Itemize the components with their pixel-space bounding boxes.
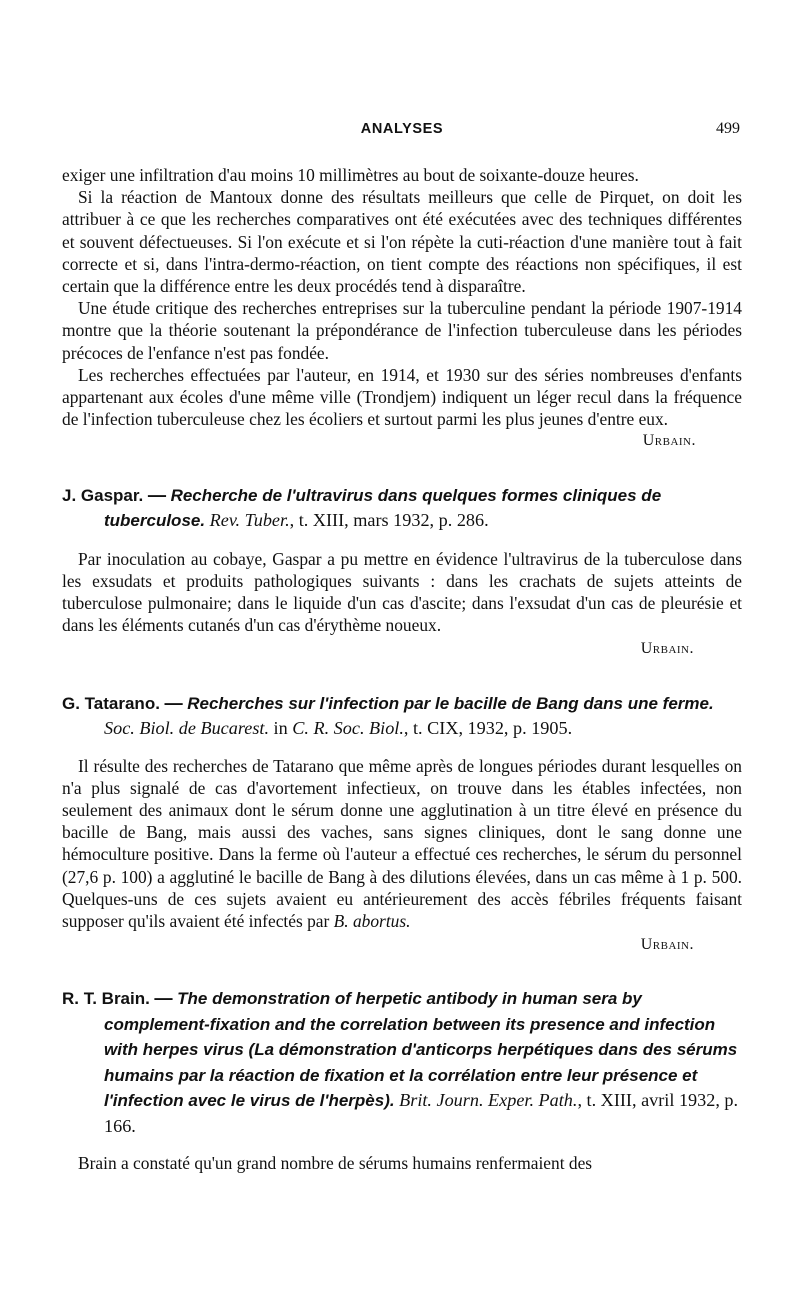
entry-body <box>62 755 742 933</box>
paragraph: Si la réaction de Mantoux donne des résultats meilleurs que celle de Pirquet, on doit les attribuer à ce que les recherches comparatives ont été exécutées avec des techniques différentes et souvent défectueuses. Si l'on exécute et si l'on répète la cuti-réaction d'une manière tout à fait correcte et si, dans l'intra-dermo-réaction, on tient compte des réactions non spécifiques, il est certain que la différence entre les deux procédés tend à disparaître. <box>62 187 742 297</box>
entry-title: The demonstration of herpetic antibody in human sera by complement-fixation and the correlation between its presence and infection with herpes virus (La démonstration d'anticorps herpétiques dans des sérums humains par la réaction de fixation et la corrélation entre leur présence et l'infection avec le virus de l'herpès). <box>104 989 738 1111</box>
paragraph <box>62 364 742 450</box>
entry-citation: , t. CIX, 1932, p. 1905. <box>403 718 573 739</box>
analysis-entry-brain <box>62 986 742 1174</box>
signature-line <box>62 932 742 956</box>
entry-title: Recherche de l'ultravirus dans quelques formes cliniques de tuberculose. <box>104 485 662 531</box>
entry-author: G. Tatarano. <box>62 693 160 713</box>
continuation-block <box>62 164 742 453</box>
entry-citation: , t. XIII, avril 1932, p. 166. <box>104 1090 739 1136</box>
entry-citation-in: in <box>269 718 293 739</box>
analysis-entry-tatarano <box>62 691 742 957</box>
signature: Urbain. <box>640 640 694 658</box>
entry-body-text: Il résulte des recherches de Tatarano que même après de longues périodes durant lesquelles on n'a plus signalé de cas d'avortement infectieux, on trouve dans les étables infectées, non seulement des animaux dont le sérum donne une agglutination à un titre élevé en présence du bacille de Bang, mais aussi des vaches, sans signes cliniques, dont le sang donne une hémoculture positive. Dans la ferme où l'auteur a effectué ces recherches, le sérum du personnel (27,6 p. 100) a agglutiné le bacille de Bang à des dilutions élevées, dans un cas même à 1 p. 500. Quelques-uns de ces sujets avaient eu antérieurement des accès fébriles fréquents faisant supposer qu'ils avaient été infectés par <box>62 755 742 932</box>
analysis-entry-gaspar <box>62 483 742 661</box>
entry-author: J. Gaspar. <box>62 485 144 505</box>
entry-author: R. T. Brain. <box>62 989 150 1009</box>
entry-dash: — <box>154 988 173 1009</box>
entry-heading <box>62 483 742 534</box>
entry-dash: — <box>164 692 183 713</box>
paragraph-text: Les recherches effectuées par l'auteur, en 1914, et 1930 sur des séries nombreuses d'enfants appartenant aux écoles d'une même ville (Trondjem) indiquent un léger recul dans la fréquence de l'infection tuberculeuse chez les écoliers et surtout parmi les plus jeunes d'entre eux. <box>62 364 742 430</box>
signature: Urbain. <box>640 936 694 954</box>
entry-heading <box>62 691 742 741</box>
entry-dash: — <box>147 484 167 505</box>
entry-body: Par inoculation au cobaye, Gaspar a pu mettre en évidence l'ultravirus de la tuberculose dans les exsudats et produits pathologiques suivants : dans les crachats de sujets atteints de tuberculose pulmonaire; dans le liquide d'un cas d'ascite; dans l'exsudat d'un cas de pleurésie et dans les éléments cutanés d'un cas d'érythème noueux. <box>62 548 742 636</box>
signature-line <box>62 636 742 660</box>
entry-heading <box>62 986 742 1138</box>
signature: Urbain. <box>642 432 696 450</box>
running-head <box>62 118 742 142</box>
entry-citation: , t. XIII, mars 1932, p. 286. <box>289 510 489 531</box>
page-number: 499 <box>716 120 740 137</box>
entry-source-secondary: C. R. Soc. Biol. <box>292 718 404 739</box>
entry-source: Brit. Journ. Exper. Path. <box>399 1090 578 1111</box>
entry-source: Rev. Tuber. <box>209 510 290 531</box>
paragraph: exiger une infiltration d'au moins 10 millimètres au bout de soixante-douze heures. <box>62 165 639 185</box>
entry-source: Soc. Biol. de Bucarest. <box>104 718 269 739</box>
running-title: ANALYSES <box>360 121 444 137</box>
entry-body: Brain a constaté qu'un grand nombre de sérums humains renfermaient des <box>78 1153 593 1174</box>
paragraph: Une étude critique des recherches entreprises sur la tuberculine pendant la période 1907-1914 montre que la théorie soutenant la prépondérance de l'infection tuberculeuse dans les périodes précoces de l'enfance n'est pas fondée. <box>62 298 742 363</box>
entry-body-italic: B. abortus. <box>333 911 411 932</box>
entry-title: Recherches sur l'infection par le bacille de Bang dans une ferme. <box>187 693 714 713</box>
